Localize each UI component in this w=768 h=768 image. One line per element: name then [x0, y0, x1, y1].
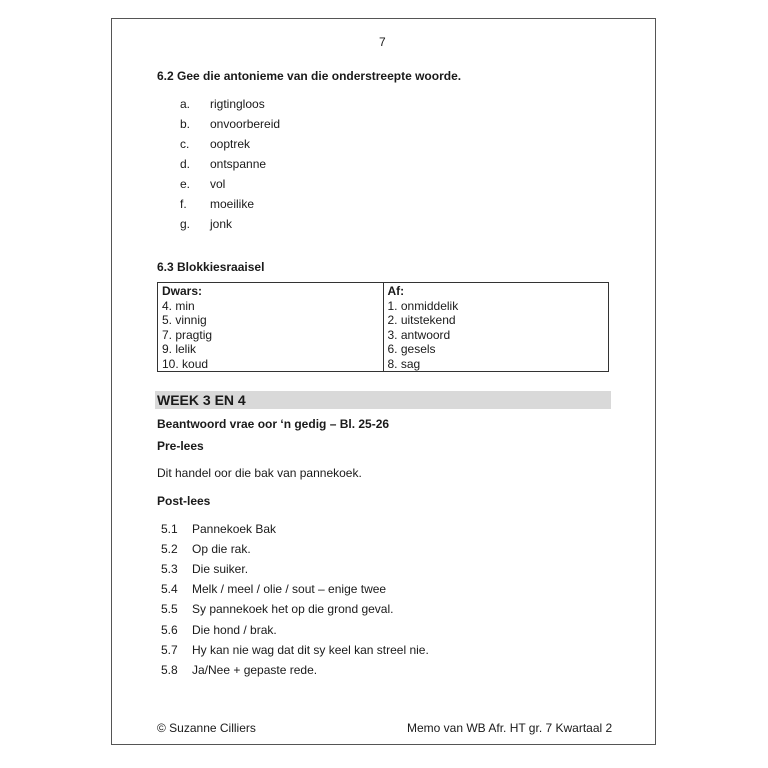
- answer-number: 5.1: [161, 522, 178, 536]
- week-heading: WEEK 3 EN 4: [155, 391, 611, 409]
- down-answer: 3. antwoord: [387, 327, 451, 342]
- page-number: 7: [379, 35, 386, 49]
- list-item-letter: b.: [180, 117, 191, 131]
- across-answer: 9. lelik: [162, 342, 197, 356]
- list-item-word: jonk: [210, 217, 233, 231]
- list-item-word: ooptrek: [210, 137, 251, 151]
- down-header: Af:: [387, 284, 405, 298]
- answer-text: Ja/Nee + gepaste rede.: [192, 663, 318, 677]
- answer-text: Op die rak.: [192, 542, 251, 556]
- answer-number: 5.4: [161, 582, 178, 596]
- across-column: [158, 283, 384, 372]
- down-answer: 2. uitstekend: [387, 313, 456, 327]
- crossword-answer-table: [157, 282, 609, 372]
- across-answer: 10. koud: [162, 356, 209, 371]
- footer-copyright: © Suzanne Cilliers: [157, 721, 256, 735]
- list-item-letter: d.: [180, 157, 191, 171]
- week-subtitle: Beantwoord vrae oor ‘n gedig – Bl. 25-26: [157, 417, 390, 431]
- down-column: [383, 283, 609, 372]
- answer-text: Die hond / brak.: [192, 623, 277, 637]
- list-item-word: ontspanne: [210, 157, 267, 171]
- across-answer: 4. min: [162, 298, 195, 313]
- answer-text: Die suiker.: [192, 562, 249, 576]
- across-answer: 5. vinnig: [162, 313, 207, 327]
- across-answer: 7. pragtig: [162, 327, 213, 342]
- footer-title: Memo van WB Afr. HT gr. 7 Kwartaal 2: [407, 721, 613, 735]
- answer-text: Hy kan nie wag dat dit sy keel kan streel nie.: [192, 643, 429, 657]
- list-item-letter: a.: [180, 97, 191, 111]
- section-6-2-heading: 6.2 Gee die antonieme van die onderstreepte woorde.: [157, 69, 462, 83]
- across-header: Dwars:: [162, 284, 203, 298]
- list-item-letter: f.: [180, 197, 187, 211]
- answer-number: 5.6: [161, 623, 178, 637]
- list-item-word: vol: [210, 177, 226, 191]
- post-lees-label: Post-lees: [157, 494, 211, 508]
- answer-number: 5.8: [161, 663, 178, 677]
- list-item-word: moeilike: [210, 197, 255, 211]
- answer-number: 5.2: [161, 542, 178, 556]
- answer-number: 5.5: [161, 602, 178, 616]
- answer-text: Sy pannekoek het op die grond geval.: [192, 602, 394, 616]
- list-item-letter: g.: [180, 217, 191, 231]
- down-answer: 6. gesels: [387, 342, 436, 356]
- pre-lees-label: Pre-lees: [157, 439, 204, 453]
- answer-text: Melk / meel / olie / sout – enige twee: [192, 582, 387, 596]
- section-6-3-heading: 6.3 Blokkiesraaisel: [157, 260, 265, 274]
- down-answer: 8. sag: [387, 356, 421, 371]
- list-item-word: rigtingloos: [210, 97, 265, 111]
- list-item-word: onvoorbereid: [210, 117, 281, 131]
- list-item-letter: c.: [180, 137, 190, 151]
- pre-lees-text: Dit handel oor die bak van pannekoek.: [157, 466, 362, 480]
- down-answer: 1. onmiddelik: [387, 298, 459, 313]
- answer-number: 5.7: [161, 643, 178, 657]
- answer-number: 5.3: [161, 562, 178, 576]
- list-item-letter: e.: [180, 177, 191, 191]
- answer-text: Pannekoek Bak: [192, 522, 277, 536]
